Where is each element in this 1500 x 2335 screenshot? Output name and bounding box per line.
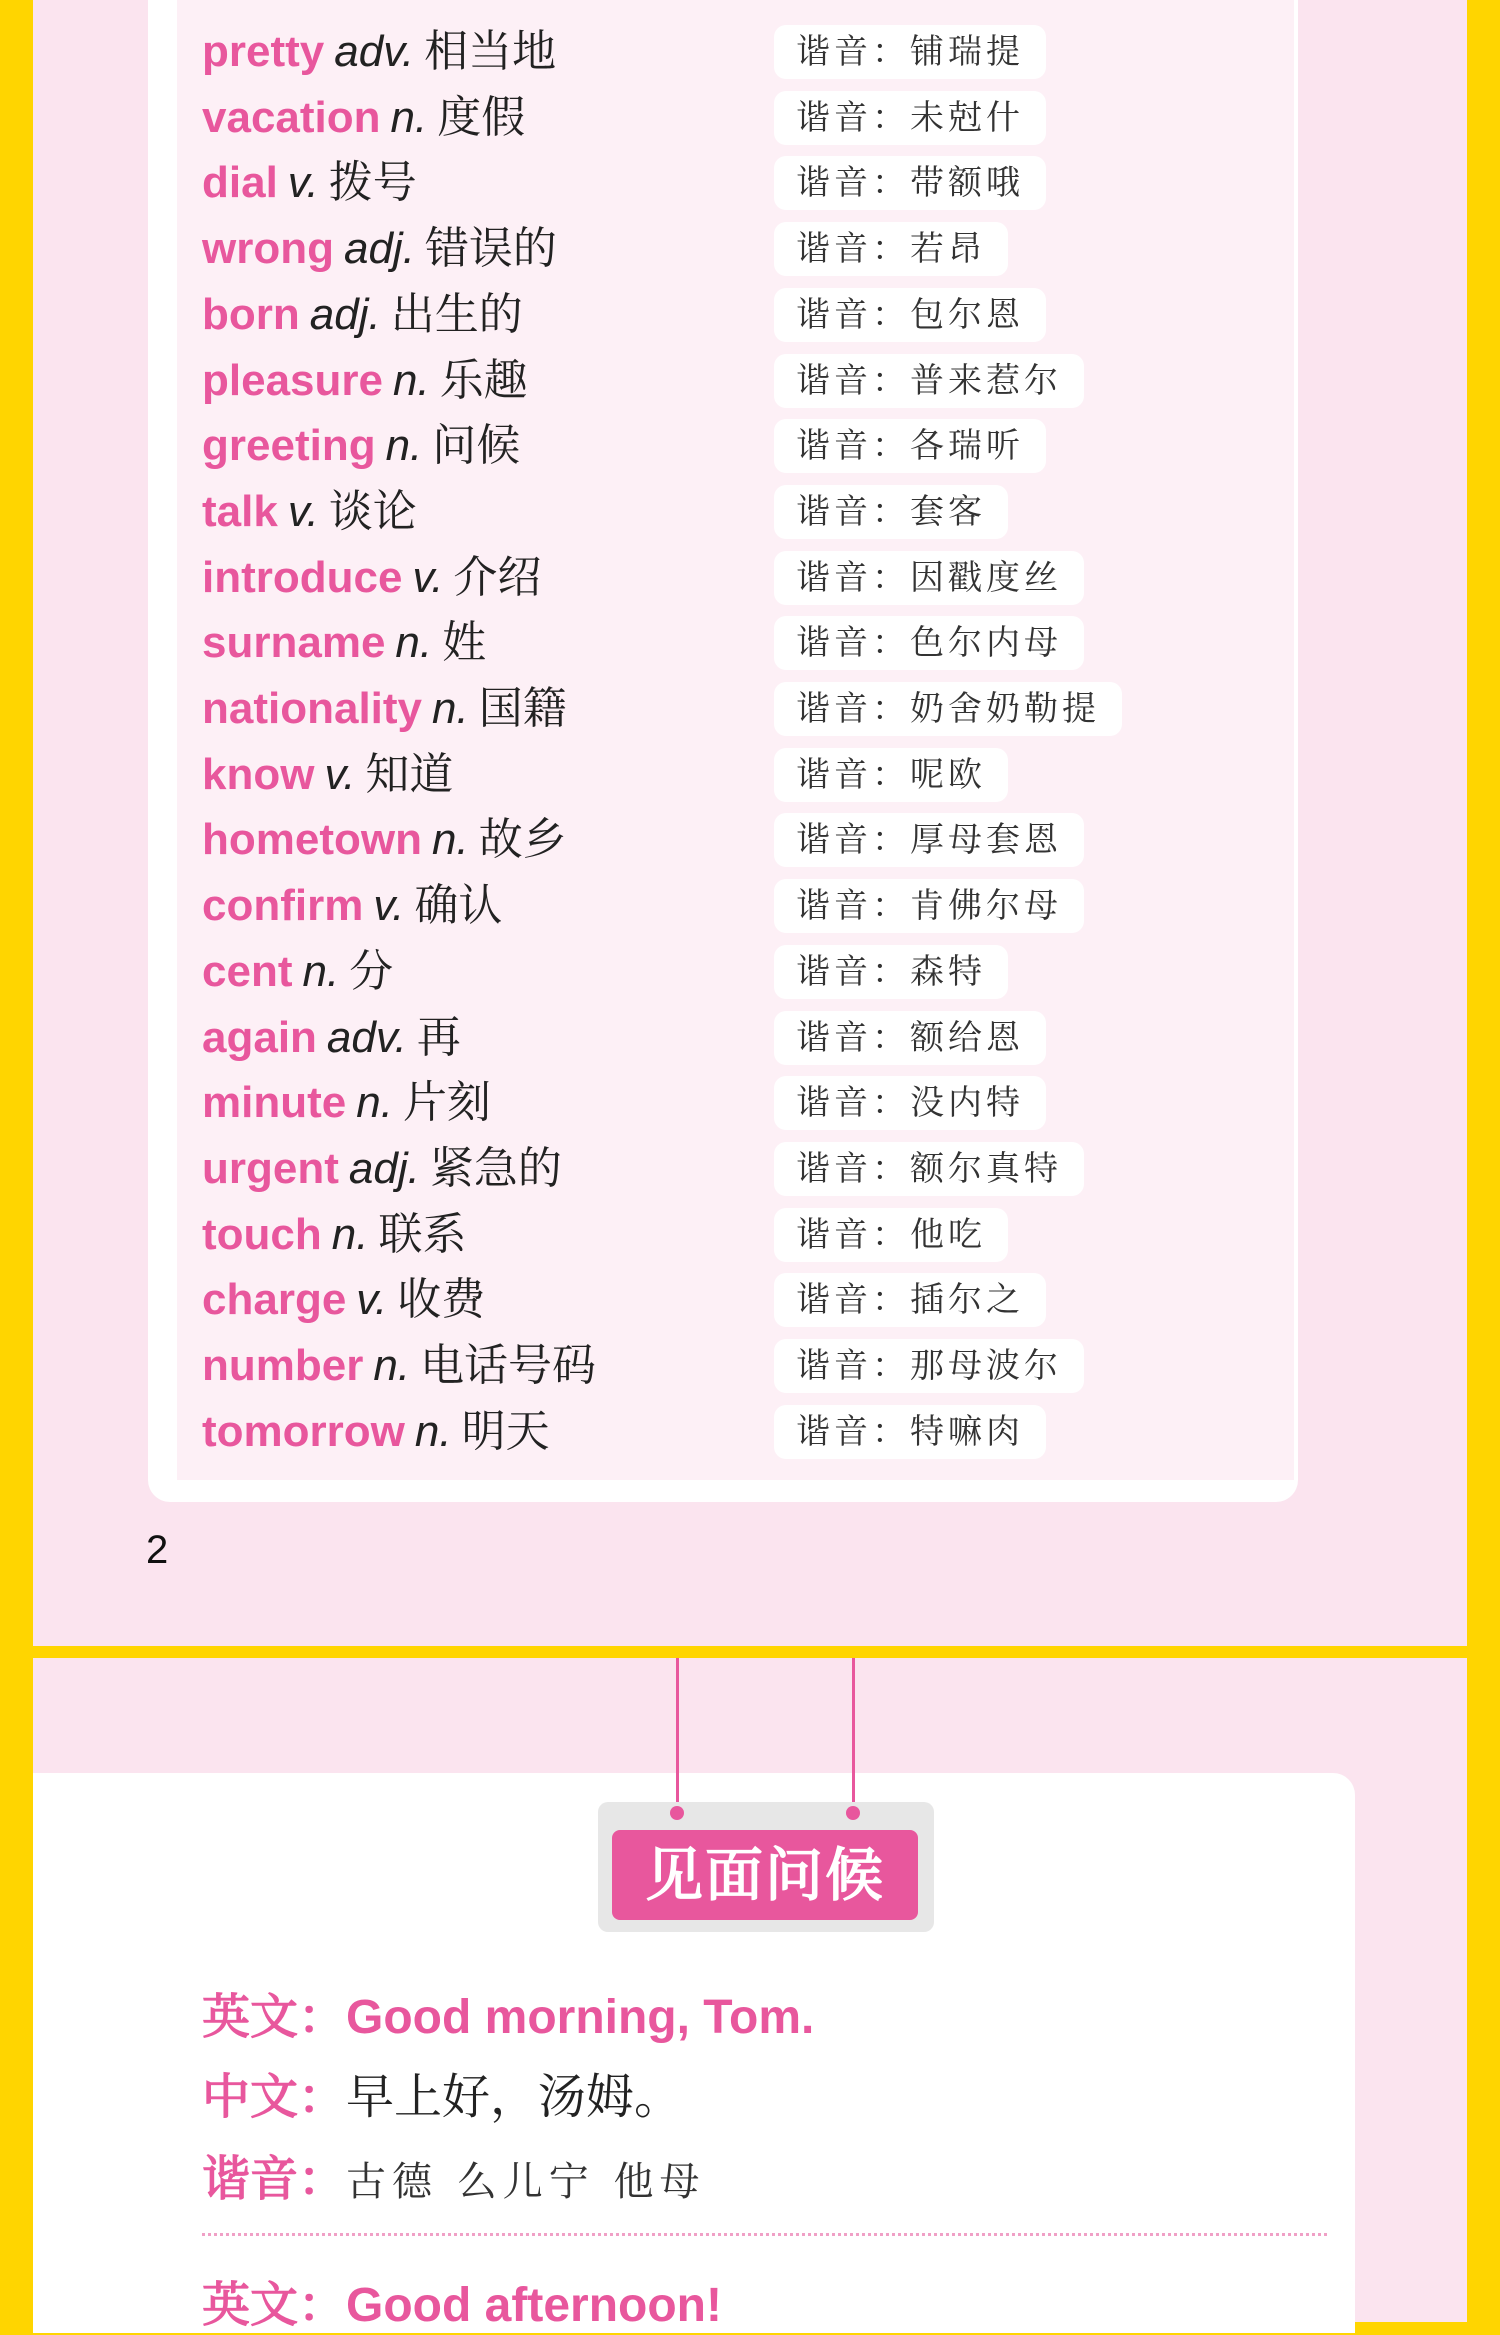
vocab-word: know bbox=[202, 750, 315, 799]
vocab-meaning: 收费 bbox=[397, 1274, 486, 1325]
homophone-pill bbox=[774, 945, 1008, 999]
vocab-entry bbox=[202, 85, 525, 151]
vocab-entry bbox=[202, 19, 556, 85]
vocab-row bbox=[202, 413, 1282, 479]
vocab-entry bbox=[202, 807, 567, 873]
vocab-entry bbox=[202, 1399, 550, 1465]
part-of-speech: v. bbox=[373, 881, 405, 930]
vocab-row bbox=[202, 1070, 1282, 1136]
homophone-text: 森特 bbox=[910, 952, 986, 992]
vocab-word: nationality bbox=[202, 684, 423, 733]
homophone-pill bbox=[774, 1076, 1046, 1130]
homophone-label: 谐音： bbox=[796, 1018, 910, 1058]
part-of-speech: n. bbox=[331, 1210, 369, 1259]
homophone-pill bbox=[774, 1208, 1008, 1262]
part-of-speech: n. bbox=[392, 356, 430, 405]
homophone-pill bbox=[774, 419, 1046, 473]
homophone-label: 谐音： bbox=[796, 492, 910, 532]
vocab-meaning: 国籍 bbox=[478, 683, 567, 734]
homophone-label: 谐音： bbox=[796, 295, 910, 335]
banner-string-right bbox=[852, 1658, 855, 1810]
section-title: 见面问候 bbox=[612, 1830, 918, 1920]
homophone-pill bbox=[774, 1405, 1046, 1459]
homophone-text: 铺瑞提 bbox=[910, 32, 1024, 72]
vocab-entry bbox=[202, 479, 417, 545]
homophone-label: 谐音： bbox=[796, 1346, 910, 1386]
vocab-row bbox=[202, 479, 1282, 545]
vocab-entry bbox=[202, 545, 541, 611]
english-label-2: 英文： bbox=[202, 2277, 347, 2333]
vocab-meaning: 谈论 bbox=[328, 486, 417, 537]
part-of-speech: n. bbox=[414, 1407, 452, 1456]
homophone-label: 谐音： bbox=[796, 755, 910, 795]
homophone-text: 他吃 bbox=[910, 1215, 986, 1255]
english-sentence: Good morning, Tom. bbox=[346, 1991, 815, 2044]
homophone-label: 谐音： bbox=[796, 952, 910, 992]
vocab-entry bbox=[202, 1070, 491, 1136]
vocab-word: born bbox=[202, 290, 300, 339]
vocab-word: surname bbox=[202, 618, 386, 667]
vocab-word: tomorrow bbox=[202, 1407, 405, 1456]
homophone-pill bbox=[774, 879, 1084, 933]
homophone-label: 谐音： bbox=[796, 32, 910, 72]
dialog-homophone-line bbox=[202, 2140, 705, 2209]
banner-string-left bbox=[676, 1658, 679, 1810]
vocab-meaning: 再 bbox=[416, 1012, 461, 1063]
homophone-pill bbox=[774, 1339, 1084, 1393]
homophone-label: 谐音： bbox=[796, 98, 910, 138]
homophone-text: 普来惹尔 bbox=[910, 361, 1062, 401]
vocab-row bbox=[202, 1136, 1282, 1202]
dialog-separator bbox=[202, 2233, 1327, 2236]
homophone-pill bbox=[774, 288, 1046, 342]
vocab-word: vacation bbox=[202, 93, 381, 142]
homophone-label: 谐音： bbox=[796, 820, 910, 860]
homophone-text: 没内特 bbox=[910, 1083, 1024, 1123]
banner-pin-left bbox=[670, 1806, 684, 1820]
chinese-label: 中文： bbox=[202, 2069, 347, 2125]
vocab-meaning: 错误的 bbox=[424, 223, 557, 274]
english-sentence-2: Good afternoon! bbox=[346, 2279, 722, 2332]
homophone-text: 各瑞听 bbox=[910, 426, 1024, 466]
vocab-word: minute bbox=[202, 1078, 347, 1127]
vocab-row bbox=[202, 1333, 1282, 1399]
part-of-speech: n. bbox=[390, 93, 428, 142]
homophone-label: 谐音： bbox=[796, 229, 910, 269]
vocab-entry bbox=[202, 216, 557, 282]
dialog-chinese-line bbox=[202, 2058, 682, 2127]
vocab-row bbox=[202, 610, 1282, 676]
part-of-speech: n. bbox=[356, 1078, 393, 1127]
part-of-speech: v. bbox=[287, 158, 319, 207]
vocab-row bbox=[202, 807, 1282, 873]
homophone-pill bbox=[774, 1142, 1084, 1196]
vocab-word: pretty bbox=[202, 27, 325, 76]
homophone-pill bbox=[774, 616, 1084, 670]
vocab-entry bbox=[202, 742, 453, 808]
vocab-row bbox=[202, 1005, 1282, 1071]
vocab-entry bbox=[202, 150, 417, 216]
vocab-entry bbox=[202, 1005, 461, 1071]
vocab-row bbox=[202, 282, 1282, 348]
homophone-pill bbox=[774, 682, 1122, 736]
vocab-row bbox=[202, 150, 1282, 216]
vocab-entry bbox=[202, 1333, 596, 1399]
vocab-word: talk bbox=[202, 487, 278, 536]
vocab-row bbox=[202, 939, 1282, 1005]
vocab-meaning: 出生的 bbox=[390, 289, 523, 340]
homophone-pill bbox=[774, 1273, 1046, 1327]
vocab-meaning: 拨号 bbox=[328, 157, 417, 208]
homophone-text: 插尔之 bbox=[910, 1280, 1024, 1320]
vocab-meaning: 问候 bbox=[432, 420, 521, 471]
vocab-row bbox=[202, 1267, 1282, 1333]
homophone-label: 谐音： bbox=[796, 426, 910, 466]
vocab-entry bbox=[202, 1202, 466, 1268]
homophone-pill bbox=[774, 354, 1084, 408]
vocab-row bbox=[202, 85, 1282, 151]
homophone-text: 包尔恩 bbox=[910, 295, 1024, 335]
vocab-entry bbox=[202, 1136, 562, 1202]
vocab-meaning: 紧急的 bbox=[429, 1143, 562, 1194]
vocab-word: number bbox=[202, 1341, 364, 1390]
vocab-entry bbox=[202, 413, 520, 479]
part-of-speech: adj. bbox=[309, 290, 381, 339]
homophone-label: 谐音： bbox=[796, 1412, 910, 1452]
vocab-row bbox=[202, 1202, 1282, 1268]
vocab-meaning: 知道 bbox=[365, 749, 454, 800]
page-number: 2 bbox=[146, 1528, 169, 1572]
homophone-text: 额给恩 bbox=[910, 1018, 1024, 1058]
homophone-label: 谐音： bbox=[202, 2151, 347, 2207]
homophone-text: 那母波尔 bbox=[910, 1346, 1062, 1386]
vocab-entry bbox=[202, 348, 528, 414]
vocab-entry bbox=[202, 873, 502, 939]
homophone-pill bbox=[774, 25, 1046, 79]
vocab-word: cent bbox=[202, 947, 293, 996]
part-of-speech: n. bbox=[385, 421, 423, 470]
vocab-entry bbox=[202, 939, 393, 1005]
vocab-meaning: 故乡 bbox=[478, 814, 567, 865]
part-of-speech: adj. bbox=[343, 224, 415, 273]
vocab-meaning: 联系 bbox=[378, 1209, 467, 1260]
homophone-label: 谐音： bbox=[796, 1149, 910, 1189]
vocab-row bbox=[202, 348, 1282, 414]
english-label: 英文： bbox=[202, 1989, 347, 2045]
part-of-speech: n. bbox=[431, 815, 469, 864]
homophone-text: 肯佛尔母 bbox=[910, 886, 1062, 926]
vocab-word: charge bbox=[202, 1275, 347, 1324]
homophone-text: 厚母套恩 bbox=[910, 820, 1062, 860]
homophone-text: 套客 bbox=[910, 492, 986, 532]
vocab-meaning: 明天 bbox=[461, 1406, 550, 1457]
homophone-text: 奶舍奶勒提 bbox=[910, 689, 1100, 729]
homophone-text: 额尔真特 bbox=[910, 1149, 1062, 1189]
vocab-word: again bbox=[202, 1013, 317, 1062]
homophone-pill bbox=[774, 485, 1008, 539]
vocab-word: urgent bbox=[202, 1144, 339, 1193]
homophone-text: 呢欧 bbox=[910, 755, 986, 795]
homophone-text: 色尔内母 bbox=[910, 623, 1062, 663]
homophone-label: 谐音： bbox=[796, 886, 910, 926]
homophone-pill bbox=[774, 222, 1008, 276]
homophone-label: 谐音： bbox=[796, 689, 910, 729]
homophone-pill bbox=[774, 156, 1046, 210]
homophone-label: 谐音： bbox=[796, 361, 910, 401]
part-of-speech: adv. bbox=[326, 1013, 407, 1062]
homophone-pill bbox=[774, 91, 1046, 145]
part-of-speech: v. bbox=[356, 1275, 388, 1324]
homophone-text: 若昂 bbox=[910, 229, 986, 269]
banner-pin-right bbox=[846, 1806, 860, 1820]
part-of-speech: v. bbox=[324, 750, 356, 799]
vocab-row bbox=[202, 216, 1282, 282]
vocab-row bbox=[202, 742, 1282, 808]
homophone-pill bbox=[774, 551, 1084, 605]
homophone-label: 谐音： bbox=[796, 163, 910, 203]
vocab-meaning: 乐趣 bbox=[439, 355, 528, 406]
homophone-pill bbox=[774, 813, 1084, 867]
vocab-row bbox=[202, 873, 1282, 939]
vocab-meaning: 分 bbox=[349, 946, 394, 997]
homophone-text: 因戳度丝 bbox=[910, 558, 1062, 598]
vocab-entry bbox=[202, 610, 486, 676]
part-of-speech: n. bbox=[373, 1341, 411, 1390]
dialog-english-line-2 bbox=[202, 2266, 722, 2335]
dialog-english-line bbox=[202, 1978, 814, 2047]
homophone-label: 谐音： bbox=[796, 558, 910, 598]
section-divider bbox=[33, 1646, 1467, 1658]
part-of-speech: v. bbox=[412, 553, 444, 602]
vocab-word: wrong bbox=[202, 224, 334, 273]
homophone-label: 谐音： bbox=[796, 1083, 910, 1123]
part-of-speech: v. bbox=[287, 487, 319, 536]
vocab-meaning: 片刻 bbox=[402, 1077, 491, 1128]
vocab-meaning: 确认 bbox=[414, 880, 503, 931]
homophone-text: 特嘛肉 bbox=[910, 1412, 1024, 1452]
vocab-entry bbox=[202, 676, 567, 742]
vocab-row bbox=[202, 545, 1282, 611]
vocab-meaning: 姓 bbox=[442, 617, 487, 668]
part-of-speech: n. bbox=[302, 947, 340, 996]
vocab-entry bbox=[202, 1267, 485, 1333]
vocab-meaning: 度假 bbox=[437, 92, 526, 143]
homophone-sentence: 古德 么儿宁 他母 bbox=[346, 2159, 706, 2205]
vocab-word: greeting bbox=[202, 421, 376, 470]
vocab-word: touch bbox=[202, 1210, 322, 1259]
vocab-row bbox=[202, 19, 1282, 85]
part-of-speech: adv. bbox=[334, 27, 415, 76]
vocab-word: dial bbox=[202, 158, 278, 207]
vocab-entry bbox=[202, 282, 523, 348]
part-of-speech: adj. bbox=[348, 1144, 420, 1193]
homophone-label: 谐音： bbox=[796, 1280, 910, 1320]
homophone-pill bbox=[774, 1011, 1046, 1065]
part-of-speech: n. bbox=[395, 618, 433, 667]
vocab-word: confirm bbox=[202, 881, 364, 930]
chinese-sentence: 早上好，汤姆。 bbox=[346, 2069, 683, 2125]
homophone-pill bbox=[774, 748, 1008, 802]
homophone-text: 未尅什 bbox=[910, 98, 1024, 138]
vocab-word: introduce bbox=[202, 553, 403, 602]
homophone-text: 带额哦 bbox=[910, 163, 1024, 203]
vocab-word: hometown bbox=[202, 815, 422, 864]
vocab-row bbox=[202, 676, 1282, 742]
homophone-label: 谐音： bbox=[796, 1215, 910, 1255]
vocab-meaning: 电话号码 bbox=[420, 1340, 597, 1391]
vocab-meaning: 介绍 bbox=[453, 552, 542, 603]
homophone-label: 谐音： bbox=[796, 623, 910, 663]
vocab-word: pleasure bbox=[202, 356, 383, 405]
part-of-speech: n. bbox=[432, 684, 469, 733]
vocab-meaning: 相当地 bbox=[424, 26, 557, 77]
vocab-row bbox=[202, 1399, 1282, 1465]
